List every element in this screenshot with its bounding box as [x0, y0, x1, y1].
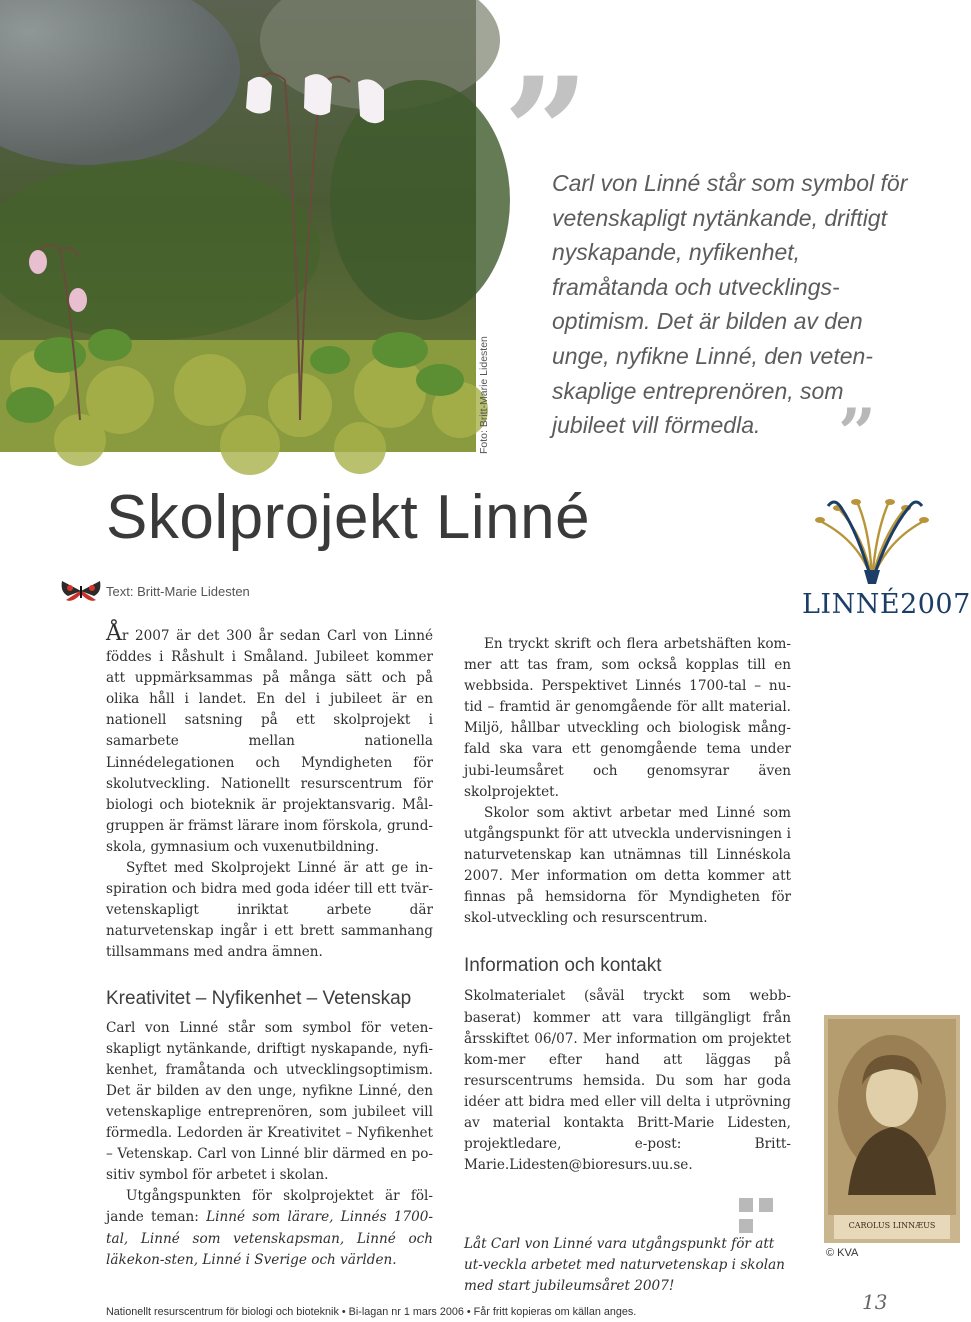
- intro-paragraph: [106, 621, 433, 858]
- contact-paragraph: Skolmaterialet (såväl tryckt som webb-baserat) kommer att vara tillgängligt från årsskiftet 06/07. Mer information om projektet kom-mer efter hand att läggas på resurscentrums hemsida. Du som har goda idéer att bidra med eller vill delta i utprövning av material kontakta Britt-Marie Lidesten, projektledare, e-post: Britt-Marie.Lidesten@bioresurs.uu.se.: [464, 988, 791, 1174]
- moth-icon: [60, 578, 102, 604]
- page-number: 13: [862, 1290, 888, 1314]
- logo-wordmark: [802, 589, 971, 620]
- paragraph: Syftet med Skolprojekt Linné är att ge in-spiration och bidra med goda idéer till ett tvär-vetenskapligt inriktat arbete där naturvetenskap ingår i ett brett sammanhang tillsammans med andra ämnen.: [106, 860, 433, 961]
- paragraph: Carl von Linné står som symbol för veten-skapligt nytänkande, driftigt nyskapande, nyfi-kenhet, framåtanda och utvecklingsoptimism. Det är bilden av den unge, nyfikne Linné, den vetenskaplige entreprenören, som jubileet vill förmedla. Ledorden är Kreativitet – Nyfikenhet – Vetenskap. Carl von Linné blir därmed en po-sitiv symbol för arbetet i skolan.: [106, 1019, 433, 1184]
- closing-statement: Låt Carl von Linné vara utgångspunkt för att ut-veckla arbetet med naturvetenskap i skolan med start jubileumsåret 2007!: [464, 1236, 785, 1295]
- paragraph: En tryckt skrift och flera arbetshäften kom-mer att tas fram, som också kopplas till en webbsida. Perspektivet Linnés 1700-tal – nu-tid – framtid är genomgående för allt material. Miljö, hållbar utveckling och biologisk mång-fald ska vara ett genomgående tema under jubi-leumsåret och genomsyrar även skolprojektet.: [464, 636, 791, 800]
- article-title: Skolprojekt Linné: [106, 483, 591, 552]
- article-column-right: [464, 634, 791, 1298]
- drop-initial: Å: [106, 621, 122, 646]
- byline: Text: Britt-Marie Lidesten: [106, 584, 250, 599]
- article-column-left: [106, 621, 433, 1271]
- flower-photo: [0, 0, 476, 452]
- portrait-credit: © KVA: [826, 1247, 859, 1259]
- section-divider-squares: [739, 1198, 791, 1214]
- themes-list: Linné som lärare, Linnés 1700-tal, Linné som vetenskapsman, Linné och läkekon-sten, Linné i Sverige och världen.: [106, 1209, 433, 1268]
- themes-intro: Utgångspunkten för skolprojektet är föl-jande teman:: [106, 1188, 433, 1226]
- close-quote-mark: ”: [838, 394, 876, 472]
- section-heading: Kreativitet – Nyfikenhet – Vetenskap: [106, 987, 412, 1009]
- footer-text: Nationellt resurscentrum för biologi och bioteknik • Bi-lagan nr 1 mars 2006 • Får fritt kopieras om källan anges.: [106, 1306, 637, 1318]
- logo-word: LINNÉ: [802, 589, 901, 620]
- twinflower-image: [0, 0, 476, 452]
- intro-text: r 2007 är det 300 år sedan Carl von Linné föddes i Råshult i Småland. Jubileet kommer att uppmärksammas på många sätt och på olika håll i landet. En del i jubileet är en nationell satsning på ett skolprojekt i samarbete mellan nationella Linnédelegationen och Myndigheten för skolutveckling. Nationellt resurscentrum för biologi och bioteknik är projektansvarig. Mål-gruppen är främst lärare inom förskola, grund-skola, gymnasium och vuxenutbildning.: [106, 628, 433, 855]
- linnaeus-portrait-image: [824, 1015, 960, 1243]
- themes-paragraph: [106, 1186, 433, 1270]
- pull-quote: Carl von Linné står som symbol för vetenskapligt nytänkande, driftigt nyskapande, nyfikenhet, framåtanda och utvecklings-optimism. Det är bilden av den unge, nyfikne Linné, den veten-skaplige entreprenören, som jubileet vill förmedla.: [552, 170, 908, 439]
- linne-2007-logo-icon: [800, 492, 945, 587]
- paragraph: Skolor som aktivt arbetar med Linné som utgångspunkt för att utveckla undervisningen i naturvetenskap kan utnämnas till Linnéskola 2007. Mer information om detta kommer att finnas på hemsidorna för Myndigheten för skol-utveckling och resurscentrum.: [464, 804, 791, 927]
- photo-credit-text: Foto: Britt-Marie Lidesten: [478, 336, 490, 454]
- portrait-caption: CAROLUS LINNÆUS: [848, 1221, 936, 1230]
- open-quote-mark: ”: [503, 45, 590, 221]
- logo-year: 2007: [900, 589, 971, 620]
- photo-credit: [478, 330, 492, 454]
- section-heading: Information och kontakt: [464, 955, 662, 977]
